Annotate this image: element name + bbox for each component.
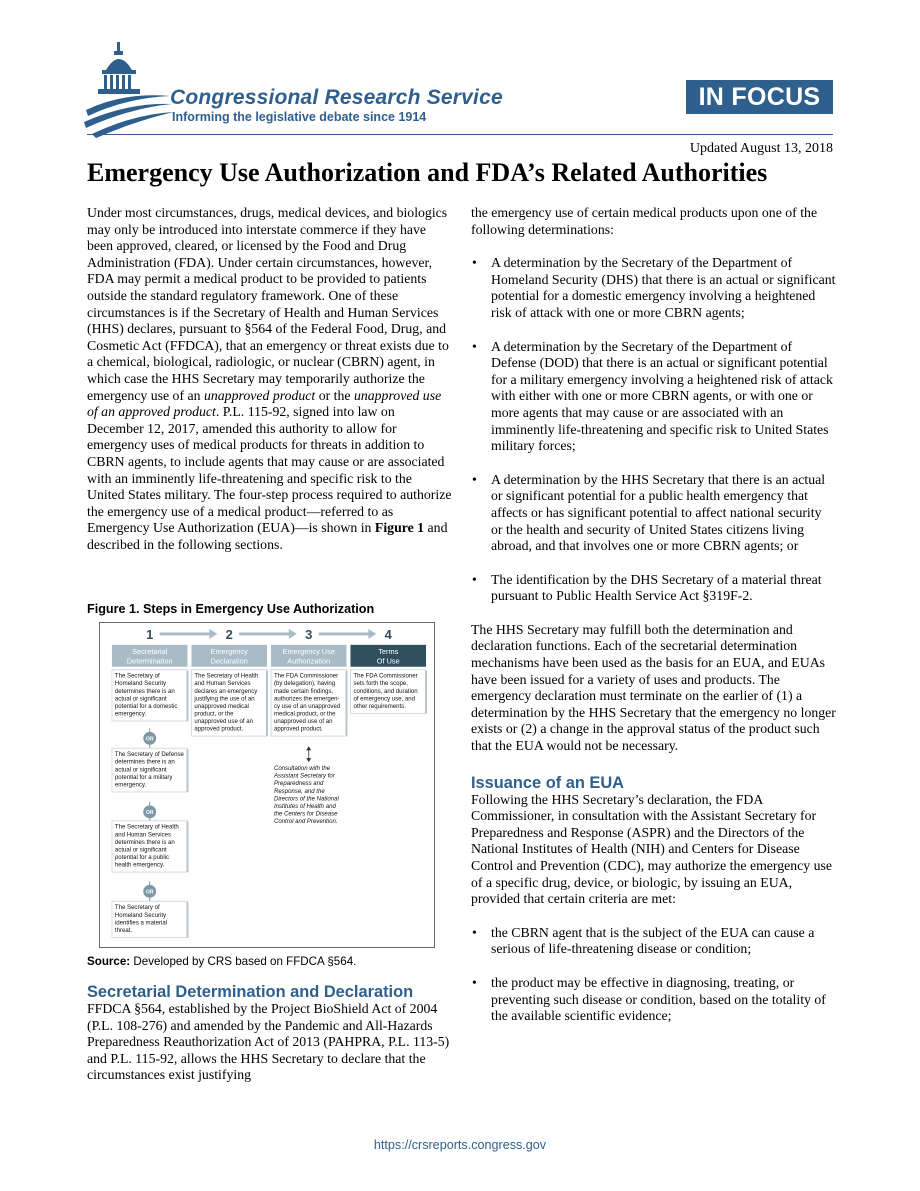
figure-text-line: actual or significant — [114, 767, 167, 774]
figure-text-line: authorizes the emergen- — [273, 696, 340, 703]
eua-steps-figure — [99, 622, 435, 948]
list-item: • the product may be effective in diagnosing, treating, or preventing such disease or condition, based on the totality of the available scientific evidence; — [472, 974, 826, 1024]
or-label: OR — [145, 889, 154, 896]
figure-text-line: approved product. — [273, 726, 323, 733]
step-number: 4 — [384, 626, 392, 642]
figure-text-line: justifying the use of an — [194, 696, 255, 703]
figure-text-line: conditions, and duration — [353, 688, 418, 695]
right-column — [471, 205, 836, 1025]
figure-text-line: and Human Services — [194, 681, 251, 688]
figure-text-line: unapproved use of an — [194, 718, 253, 725]
step-arrow-head — [289, 629, 297, 639]
figure-text-line: threat. — [114, 927, 133, 934]
step-arrow-head — [209, 629, 217, 639]
left-column — [87, 205, 452, 553]
step-label: Declaration — [210, 656, 248, 666]
figure-text-line: the Centers for Disease — [273, 811, 338, 818]
step-number: 1 — [146, 626, 154, 642]
step-arrow-head — [368, 629, 376, 639]
figure-text-line: determines there is an — [114, 839, 175, 846]
issuance-paragraph: Following the HHS Secretary’s declaration, the FDA Commissioner, in consultation with the Assistant Secretary for Preparedness and Response (ASPR) and the Directors of the National Institutes of Health (NIH) and Centers for Disease Control and Prevention (CDC), may authorize the emergency use of a specific drug, device, or biologic, by issuing an EUA, provided that certain criteria are met: — [471, 791, 833, 907]
step-label: Determination — [126, 656, 173, 666]
figure-text-line: Institutes of Health and — [273, 803, 336, 810]
declaration-paragraph: The HHS Secretary may fulfill both the determination and declaration functions. Each of the secretarial determination mechanisms have been used as the basis for an EUA, and EUAs have been issued for a variety of uses and products. The emergency declaration must terminate on the earlier of (1) a determination by the HHS Secretary that the emergency no longer exists or (2) a change in the approval status of the product such that the EUA would not be necessary. — [471, 621, 836, 754]
determination-paragraph: FFDCA §564, established by the Project BioShield Act of 2004 (P.L. 108-276) and amended by the Pandemic and All-Hazards Preparedness Reauthorization Act of 2013 (PAHPRA, P.L. 113-5) and P.L. 115-92, allows the HHS Secretary to declare that the circumstances exist justifying — [87, 1001, 450, 1083]
org-tagline: Informing the legislative debate since 1914 — [172, 110, 427, 124]
figure-text-line: approved product. — [194, 726, 244, 733]
figure-text-line: medical product, or the — [273, 711, 336, 718]
page-title: Emergency Use Authorization and FDA’s Related Authorities — [87, 158, 768, 187]
criteria-list — [471, 925, 836, 1025]
updated-date: Updated August 13, 2018 — [689, 141, 833, 156]
figure-text-line: potential for a domestic — [114, 703, 178, 710]
figure-text-line: other requirements. — [353, 703, 406, 710]
figure-text-line: cy use of an unapproved — [273, 703, 341, 710]
figure-text-line: determines there is an — [114, 688, 175, 695]
in-focus-badge: IN FOCUS — [686, 80, 833, 114]
figure-text-line: potential for a military — [114, 774, 173, 781]
figure-text-line: Control and Prevention. — [273, 818, 338, 825]
figure-text-line: (by delegation), having — [273, 681, 336, 688]
section-heading-determination: Secretarial Determination and Declaration — [87, 983, 414, 1001]
figure-text-line: emergency. — [114, 782, 147, 789]
figure-text-line: actual or significant — [114, 847, 167, 854]
step-label: Emergency — [210, 646, 248, 656]
figure-text-line: sets forth the scope, — [353, 681, 408, 688]
footer-url[interactable]: https://crsreports.congress.gov — [373, 1138, 547, 1152]
or-label: OR — [145, 809, 154, 816]
figure-text-line: The Secretary of — [114, 673, 160, 680]
figure-text-line: of emergency use, and — [353, 696, 415, 703]
list-item: • The identification by the DHS Secretary of a material threat pursuant to Public Health Service Act §319F-2. — [472, 571, 822, 604]
figure-text-line: actual or significant — [114, 696, 167, 703]
figure-text-line: The Secretary of Defense — [114, 752, 184, 759]
figure-caption: Figure 1. Steps in Emergency Use Authorization — [87, 602, 375, 616]
list-item: • A determination by the Secretary of the Department of Homeland Security (DHS) that there is an actual or significant potential for a domestic emergency involving a heightened risk of attack with one or more CBRN agents; — [472, 255, 836, 320]
figure-text-line: The Secretary of Health — [114, 824, 179, 831]
figure-text-line: determines there is an — [114, 759, 175, 766]
step-label: Terms — [378, 646, 399, 656]
figure-text-line: Directors of the National — [273, 796, 339, 803]
list-item: • A determination by the HHS Secretary that there is an actual or significant potential for a public health emergency that affects or has significant potential to affect national security or the health and security of United States citizens living abroad, and that involves one or more CBRN agents; or — [472, 471, 826, 554]
figure-text-line: emergency. — [114, 711, 147, 718]
determination-section — [87, 984, 452, 1084]
figure-text-line: Homeland Security — [114, 681, 167, 688]
figure-text-line: unapproved medical — [194, 703, 249, 710]
list-item: • the CBRN agent that is the subject of the EUA can cause a serious of life-threatening disease or condition; — [472, 924, 815, 957]
figure-text-line: The Secretary of — [114, 905, 160, 912]
step-label: Of Use — [376, 656, 400, 666]
step-label: Secretarial — [132, 646, 168, 656]
figure-text-line: Response, and the — [273, 788, 325, 795]
figure-source: Source: Developed by CRS based on FFDCA §564. — [87, 955, 357, 968]
figure-text-line: potential for a public — [114, 854, 170, 861]
figure-text-line: Assistant Secretary for — [273, 773, 335, 780]
list-item: • A determination by the Secretary of the Department of Defense (DOD) that there is an actual or significant potential for a military emergency involving a heightened risk of attack with either with one or more CBRN agents, or with one or more agents that may cause or are associated with an imminently life-threatening and specific risk to United States military forces; — [472, 338, 833, 454]
consultation-arrow-head — [306, 746, 311, 750]
header-rule — [87, 134, 833, 135]
figure-text-line: product, or the — [194, 711, 234, 718]
step-label: Authorization — [287, 656, 331, 666]
step-label: Emergency Use — [282, 646, 335, 656]
figure-text-line: The FDA Commissioner — [353, 673, 418, 680]
figure-text-line: and Human Services — [114, 832, 172, 839]
figure-text-line: identifies a material — [114, 920, 168, 927]
figure-text-line: Homeland Security — [114, 912, 167, 919]
org-name: Congressional Research Service — [170, 86, 503, 109]
consultation-arrow-head — [306, 758, 311, 762]
figure-text-line: The Secretary of Health — [194, 673, 259, 680]
determination-continued: the emergency use of certain medical products upon one of the following determinations: — [471, 205, 818, 237]
step-number: 2 — [225, 626, 233, 642]
figure-text-line: The FDA Commissioner — [273, 673, 339, 680]
figure-text-line: Preparedness and — [273, 781, 324, 788]
section-heading-issuance: Issuance of an EUA — [471, 773, 625, 792]
figure-text-line: made certain findings, — [273, 688, 334, 695]
figure-text-line: Consultation with the — [273, 766, 331, 773]
figure-text-line: unapproved use of an — [273, 718, 333, 725]
figure-text-line: declares an emergency — [194, 688, 258, 695]
intro-paragraph: Under most circumstances, drugs, medical devices, and biologics may only be introduced into interstate commerce if they have been approved, cleared, or licensed by the Food and Drug Administration (FDA). Under certain circumstances, however, FDA may permit a medical product to be provided to patients outside the standard regulatory framework. One of these circumstances is if the Secretary of Health and Human Services (HHS) declares, pursuant to §564 of the Federal Food, Drug, and Cosmetic Act (FFDCA), that an emergency or threat exists due to a chemical, biological, radiologic, or nuclear (CBRN) agent, in which case the HHS Secretary may temporarily authorize the emergency use of an unapproved product or the unapproved use of an approved product. P.L. 115-92, signed into law on December 12, 2017, amended this authority to allow for emergency uses of medical products for threats in addition to CBRN agents, to include agents that may cause or are associated with an imminently life-threatening and specific risk to the United States military. The four-step process required to authorize the emergency use of a medical product—referred to as Emergency Use Authorization (EUA)—is shown in Figure 1 and described in the following sections. — [87, 205, 452, 552]
figure-text-line: health emergency. — [114, 862, 165, 869]
determination-list — [471, 255, 836, 605]
step-number: 3 — [305, 626, 313, 642]
or-label: OR — [145, 736, 154, 743]
